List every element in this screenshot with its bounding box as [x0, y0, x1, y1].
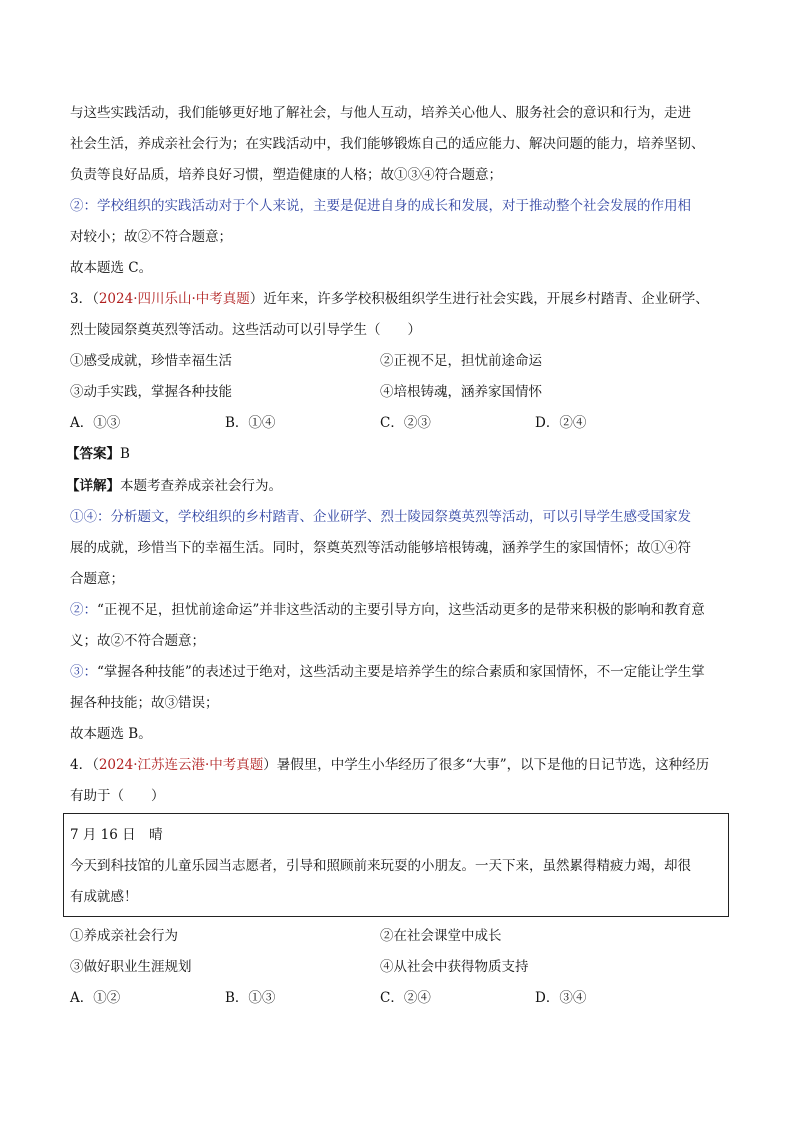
answer-label: 【答案】: [66, 446, 120, 462]
detail-text: 本题考查养成亲社会行为。: [120, 478, 282, 494]
q3-choice-b: B．①④: [225, 415, 276, 431]
q3-answer: [66, 444, 130, 464]
q4-choice-a: A．①②: [70, 990, 121, 1006]
question-source-close: ）: [263, 757, 277, 773]
question-number: 4．（: [70, 757, 99, 773]
q3-explain-1-line2: 展的成就，珍惜当下的幸福生活。同时，祭奠英烈等活动能够培根铸魂，涵养学生的家国情怀；故①④符: [70, 540, 691, 556]
question-3-stem: [70, 289, 709, 309]
q4-choice-c: C．②④: [380, 990, 431, 1006]
question-source-close: ）: [249, 291, 264, 307]
question-stem-text: 暑假里，中学生小华经历了很多“大事”，以下是他的日记节选，这种经历: [276, 757, 710, 773]
q3-final-answer: 故本题选 B。: [70, 726, 152, 742]
paragraph-line: 与这些实践活动，我们能够更好地了解社会，与他人互动，培养关心他人、服务社会的意识和行为，走进: [70, 105, 691, 121]
paragraph-line: 负责等良好品质，培养良好习惯，塑造健康的人格；故①③④符合题意；: [70, 167, 502, 183]
q3-explain-3-line2: 握各种技能；故③错误；: [70, 695, 219, 711]
q3-explain-3-line1: [70, 662, 705, 682]
question-stem-text: 近年来，许多学校积极组织学生进行社会实践，开展乡村踏青、企业研学、: [263, 291, 709, 307]
q3-choice-a: A．①③: [70, 415, 121, 431]
paragraph-line: 对较小；故②不符合题意；: [70, 229, 232, 245]
q4-statement-1: ①养成亲社会行为: [70, 928, 178, 944]
explain-marker: ③：: [70, 664, 97, 680]
diary-line-2: 有成就感！: [70, 889, 138, 905]
q3-choice-c: C．②③: [380, 415, 431, 431]
q3-choice-d: D．②④: [535, 415, 587, 431]
q3-statement-3: ③动手实践，掌握各种技能: [70, 384, 232, 400]
answer-value: B: [120, 446, 130, 462]
q3-statement-1: ①感受成就，珍惜幸福生活: [70, 353, 232, 369]
question-source: 2024·四川乐山·中考真题: [98, 291, 250, 307]
diary-date: 7 月 16 日 晴: [70, 827, 163, 843]
q3-statement-4: ④培根铸魂，涵养家国情怀: [380, 384, 542, 400]
q3-explain-1-line3: 合题意；: [70, 571, 124, 587]
q4-choice-b: B．①③: [225, 990, 276, 1006]
question-source: 2024·江苏连云港·中考真题: [98, 757, 264, 773]
q3-statement-2: ②正视不足，担忧前途命运: [380, 353, 542, 369]
paragraph-line: 社会生活，养成亲社会行为；在实践活动中，我们能够锻炼自己的适应能力、解决问题的能力，培养坚韧、: [70, 136, 705, 152]
question-4-stem: [70, 755, 709, 775]
q4-statement-3: ③做好职业生涯规划: [70, 959, 192, 975]
q3-detail: [66, 476, 282, 496]
q3-explain-2-line2: 义；故②不符合题意；: [70, 633, 205, 649]
diary-line-1: 今天到科技馆的儿童乐园当志愿者，引导和照顾前来玩耍的小朋友。一天下来，虽然累得精疲力竭，却很: [70, 858, 691, 874]
q4-statement-2: ②在社会课堂中成长: [380, 928, 502, 944]
analysis-line: ②：学校组织的实践活动对于个人来说，主要是促进自身的成长和发展，对于推动整个社会发展的作用相: [70, 198, 691, 214]
explain-text: “掌握各种技能”的表述过于绝对，这些活动主要是培养学生的综合素质和家国情怀，不一定能让学生掌: [97, 664, 705, 680]
q3-explain-1-line1: ①④：分析题文，学校组织的乡村踏青、企业研学、烈士陵园祭奠英烈等活动，可以引导学生感受国家发: [70, 509, 691, 525]
question-number: 3．（: [70, 291, 99, 307]
question-4-stem-line2: 有助于（ ）: [70, 788, 165, 804]
q4-statement-4: ④从社会中获得物质支持: [380, 959, 529, 975]
q3-explain-2-line1: [70, 600, 705, 620]
detail-label: 【详解】: [66, 478, 120, 494]
answer-conclusion: 故本题选 C。: [70, 260, 153, 276]
explain-marker: ②：: [70, 602, 97, 618]
explain-text: “正视不足，担忧前途命运”并非这些活动的主要引导方向，这些活动更多的是带来积极的影响和教育意: [97, 602, 705, 618]
question-3-stem-line2: 烈士陵园祭奠英烈等活动。这些活动可以引导学生（ ）: [70, 322, 421, 338]
q4-choice-d: D．③④: [535, 990, 587, 1006]
